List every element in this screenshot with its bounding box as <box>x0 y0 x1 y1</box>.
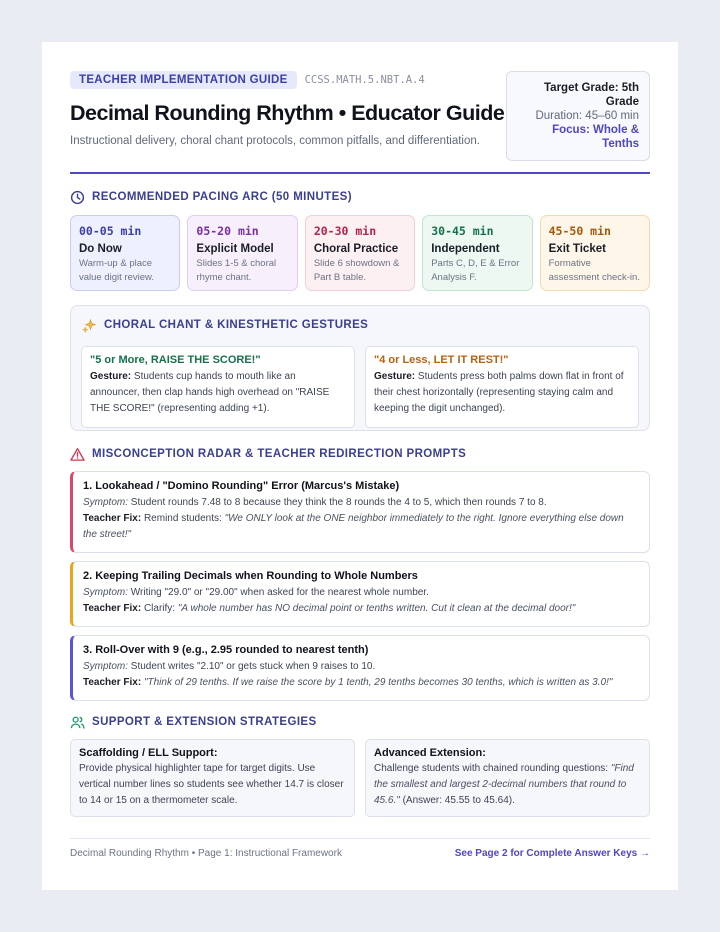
warning-icon <box>70 447 85 462</box>
pacing-time: 30-45 min <box>431 224 494 238</box>
pacing-activity: Choral Practice <box>313 243 399 255</box>
scaffolding-card <box>70 739 355 817</box>
pacing-card <box>540 215 650 291</box>
pacing-title: RECOMMENDED PACING ARC (50 MINUTES) <box>92 191 352 203</box>
guide-tag: TEACHER IMPLEMENTATION GUIDE <box>70 71 297 89</box>
extension-head: Advanced Extension: <box>374 747 486 759</box>
chant-body: Gesture: Students press both palms down flat in front of their chest horizontally (representing staying calm and keeping the digit unchanged). <box>374 371 624 414</box>
chant-body: Gesture: Students cup hands to mouth like an announcer, then clap hands high overhead on "RAISE THE SCORE!" (representing adding +1). <box>90 371 330 414</box>
pacing-time: 20-30 min <box>313 224 377 238</box>
misconception-card <box>70 471 650 553</box>
chant-card-raise <box>81 346 355 428</box>
pacing-activity: Independent <box>431 243 500 255</box>
chant-title: CHORAL CHANT & KINESTHETIC GESTURES <box>104 319 369 331</box>
page-footer <box>70 838 650 859</box>
pacing-activity: Do Now <box>79 243 122 255</box>
pacing-time: 00-05 min <box>79 224 142 238</box>
support-title: SUPPORT & EXTENSION STRATEGIES <box>92 716 317 728</box>
pacing-card <box>70 215 180 291</box>
misconception-section <box>70 445 650 701</box>
guide-page <box>42 42 678 890</box>
pacing-time: 45-50 min <box>548 224 611 238</box>
meta-box <box>506 71 650 161</box>
meta-duration: Duration: 45–60 min <box>535 110 639 122</box>
scaffolding-body: Provide physical highlighter tape for target digits. Use vertical number lines so students see whether 14.7 is closer to 14 or 15 on a thermometer scale. <box>79 763 344 806</box>
users-icon <box>70 715 85 730</box>
pacing-section <box>70 188 650 291</box>
pacing-activity: Explicit Model <box>196 243 274 255</box>
extension-card <box>365 739 650 817</box>
misconception-title: 2. Keeping Trailing Decimals when Rounding to Whole Numbers <box>83 570 418 582</box>
misconception-title: 1. Lookahead / "Domino Rounding" Error (Marcus's Mistake) <box>83 480 400 492</box>
teacher-fix-text: Teacher Fix: Remind students: "We ONLY look at the ONE neighbor immediately to the right. Ignore everything else down the street!" <box>83 513 624 540</box>
symptom-text: Symptom: Student writes "2.10" or gets stuck when 9 raises to 10. <box>83 661 376 672</box>
scaffolding-head: Scaffolding / ELL Support: <box>79 747 218 759</box>
pacing-description: Slides 1-5 & choral rhyme chant. <box>196 258 277 283</box>
misconception-card <box>70 561 650 627</box>
teacher-fix-text: Teacher Fix: "Think of 29 tenths. If we raise the score by 1 tenth, 29 tenths becomes 30 tenths, which is written as 3.0!" <box>83 677 613 688</box>
pacing-card <box>305 215 415 291</box>
pacing-description: Formative assessment check-in. <box>548 258 640 283</box>
pacing-description: Slide 6 showdown & Part B table. <box>313 258 400 283</box>
pacing-card <box>187 215 297 291</box>
symptom-text: Symptom: Writing "29.0" or "29.00" when asked for the nearest whole number. <box>83 587 429 598</box>
pacing-card <box>422 215 532 291</box>
footer-text: Decimal Rounding Rhythm • Page 1: Instructional Framework <box>70 848 342 859</box>
answer-key-link[interactable]: See Page 2 for Complete Answer Keys → <box>454 848 650 859</box>
pacing-activity: Exit Ticket <box>548 243 606 255</box>
misconception-card <box>70 635 650 701</box>
page-header <box>70 70 650 174</box>
pacing-time: 05-20 min <box>196 224 259 238</box>
extension-body: Challenge students with chained rounding questions: "Find the smallest and largest 2-decimal numbers that round to 45.6." (Answer: 45.55 to 45.64). <box>374 763 634 806</box>
misconception-title: 3. Roll-Over with 9 (e.g., 2.95 rounded to nearest tenth) <box>83 644 369 656</box>
clock-icon <box>70 190 85 205</box>
standard-code: CCSS.MATH.5.NBT.A.4 <box>304 74 425 86</box>
chant-section <box>70 305 650 431</box>
meta-focus: Focus: Whole & Tenths <box>552 124 639 150</box>
pacing-description: Warm-up & place value digit review. <box>79 258 154 283</box>
meta-grade: Target Grade: 5th Grade <box>544 82 639 108</box>
sparkles-icon <box>82 318 97 333</box>
pacing-cards <box>70 215 650 291</box>
chant-head: "4 or Less, LET IT REST!" <box>374 354 509 366</box>
pacing-description: Parts C, D, E & Error Analysis F. <box>431 258 520 283</box>
radar-title: MISCONCEPTION RADAR & TEACHER REDIRECTION PROMPTS <box>92 448 467 460</box>
chant-head: "5 or More, RAISE THE SCORE!" <box>90 354 261 366</box>
page-title: Decimal Rounding Rhythm • Educator Guide <box>70 101 505 125</box>
symptom-text: Symptom: Student rounds 7.48 to 8 because they think the 8 rounds the 4 to 5, which then rounds 7 to 8. <box>83 497 547 508</box>
support-section <box>70 713 650 817</box>
teacher-fix-text: Teacher Fix: Clarify: "A whole number has NO decimal point or tenths written. Cut it clean at the decimal door!" <box>83 603 576 614</box>
chant-card-rest <box>365 346 639 428</box>
page-subtitle: Instructional delivery, choral chant protocols, common pitfalls, and differentiation. <box>70 135 480 147</box>
